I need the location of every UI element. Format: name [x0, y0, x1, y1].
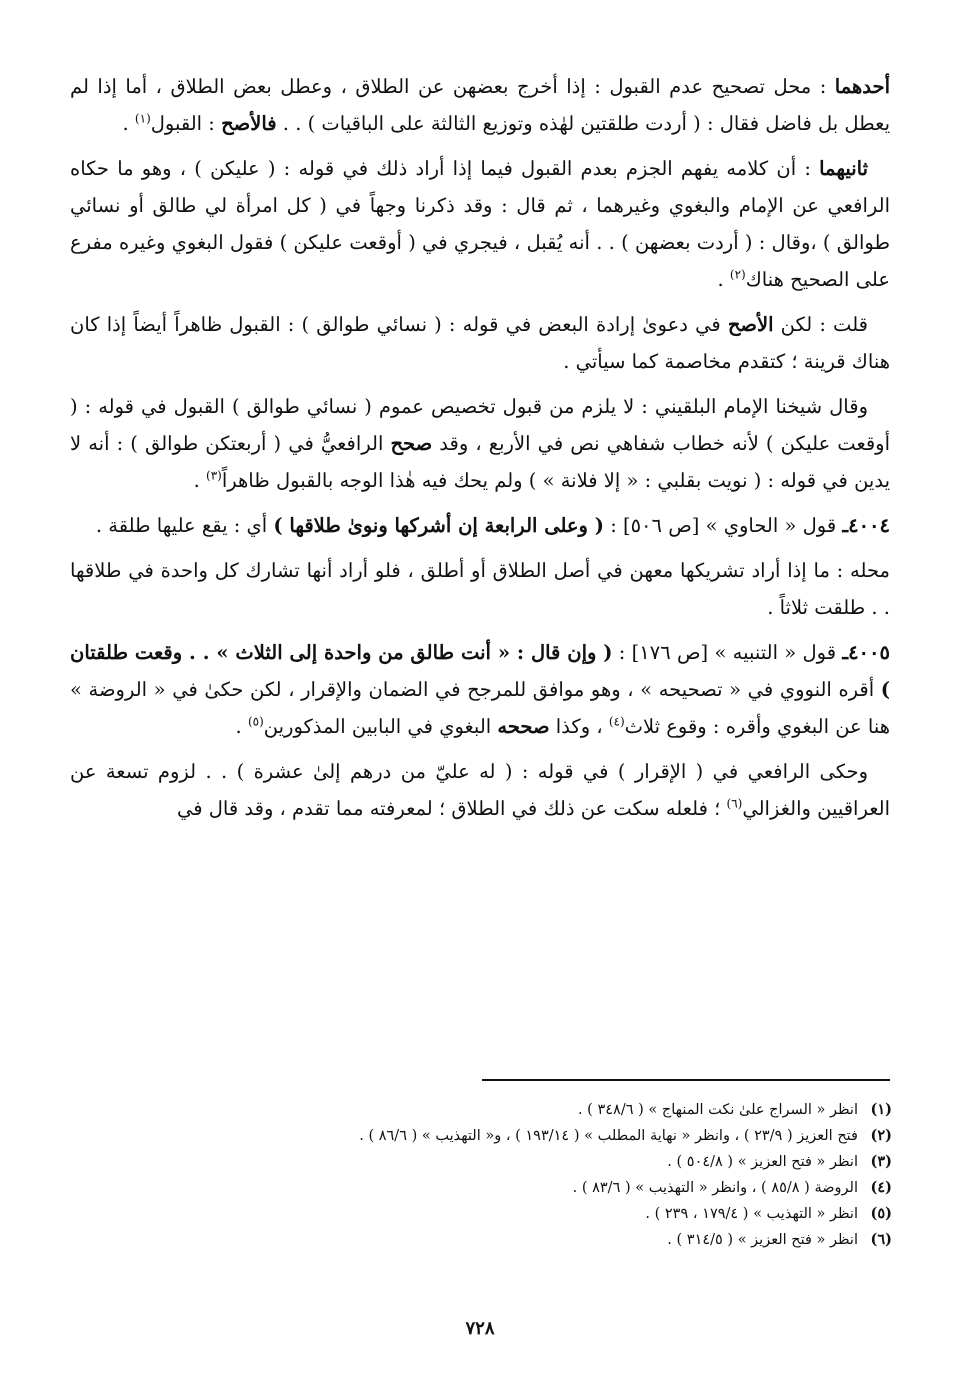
paragraph-7-tail: . — [235, 715, 248, 738]
entry-number-4004: ٤٠٠٤ـ — [842, 514, 890, 537]
paragraph-4-lead: صحح — [390, 432, 433, 455]
footnote-2 — [72, 1123, 892, 1149]
paragraph-4-text2: الرافعيُّ في ( أربعتكن طوالق ) : أنه لا يدين في قوله : ( نويت بقلبي : « إلا فلانة » ) ولم يحك فيه هٰذا الوجه بالقبول ظاهراً — [70, 432, 890, 492]
paragraph-5-text2: أي : يقع عليها طلقة . — [95, 514, 274, 537]
footnote-number: (٤) — [870, 1179, 892, 1196]
main-text — [70, 68, 890, 835]
footnote-ref-1[interactable]: (١) — [134, 111, 151, 126]
paragraph-5-text: قول « الحاوي » [ص ٥٠٦] : — [604, 514, 843, 537]
footnote-number: (٦) — [870, 1231, 892, 1248]
footnote-text: انظر « فتح العزيز » ( ٣١٤/٥ ) . — [667, 1232, 858, 1248]
footnote-5 — [72, 1201, 892, 1227]
paragraph-4-text: وقال شيخنا الإمام البلقيني : لا يلزم من قبول تخصيص عموم ( نسائي طوالق ) القبول في قوله : ( أوقعت عليكن ) لأنه خطاب شفاهي نص في الأربع ، وقد — [70, 395, 891, 455]
footnote-6 — [72, 1227, 892, 1253]
footnote-3 — [72, 1149, 892, 1175]
paragraph-7-text: قول « التنبيه » [ص ١٧٦] : — [612, 641, 843, 664]
footnote-ref-5[interactable]: (٥) — [247, 714, 264, 729]
paragraph-3-lead: الأصح — [727, 313, 774, 336]
paragraph-7-lead: ( وإن قال : « أنت طالق من واحدة إلى الثلاث » . . وقعت طلقتان ) — [70, 641, 890, 701]
paragraph-3 — [70, 306, 890, 380]
paragraph-2-text: : أن كلامه يفهم الجزم بعدم القبول فيما إذا أراد ذلك في قوله : ( عليكن ) ، وهو ما حكاه الرافعي عن الإمام والبغوي وغيرهما ، ثم قال : وقد ذكرنا وجهاً في ( كل امرأة لي طالق أو نسائي طوالق ) ،وقال : ( أردت بعضهن ) . . أنه يُقبل ، فيجري في ( أوقعت عليكن ) فقول البغوي وغيره مفرع على الصحيح هناك — [70, 157, 890, 291]
paragraph-4-tail: . — [193, 469, 206, 492]
paragraph-1-lead2: فالأصح — [221, 112, 277, 135]
paragraph-7 — [70, 634, 890, 745]
paragraph-3-text: قلت : لكن — [773, 313, 868, 336]
footnote-number: (٥) — [870, 1205, 892, 1222]
paragraph-1-text2: : القبول — [150, 112, 222, 135]
paragraph-7-text3: ، وكذا — [549, 715, 609, 738]
footnote-4 — [72, 1175, 892, 1201]
footnote-text: انظر « التهذيب » ( ١٧٩/٤ ، ٢٣٩ ) . — [645, 1206, 858, 1222]
paragraph-1 — [70, 68, 890, 142]
footnote-text: انظر « السراج علىٰ نكت المنهاج » ( ٣٤٨/٦ ) . — [577, 1102, 858, 1118]
footnote-text: الروضة ( ٨٥/٨ ) ، وانظر « التهذيب » ( ٨٣/٦ ) . — [572, 1180, 858, 1196]
footnote-text: فتح العزيز ( ٢٣/٩ ) ، وانظر « نهاية المطلب » ( ١٩٣/١٤ ) ، و« التهذيب » ( ٨٦/٦ ) . — [359, 1128, 858, 1144]
paragraph-4 — [70, 388, 890, 499]
footnote-number: (٢) — [870, 1127, 892, 1144]
paragraph-2-lead: ثانيهما — [819, 157, 868, 180]
paragraph-1-tail: . — [122, 112, 135, 135]
footnote-number: (٣) — [870, 1153, 892, 1170]
footnote-ref-6[interactable]: (٦) — [726, 796, 743, 811]
paragraph-5 — [70, 507, 890, 544]
paragraph-7-lead3: صححه — [497, 715, 550, 738]
paragraph-6 — [70, 552, 890, 626]
paragraph-2-tail: . — [717, 268, 730, 291]
paragraph-2 — [70, 150, 890, 298]
footnote-number: (١) — [870, 1101, 892, 1118]
paragraph-7-text4: البغوي في البابين المذكورين — [263, 715, 498, 738]
footnote-ref-2[interactable]: (٢) — [729, 267, 746, 282]
footnote-separator — [482, 1079, 890, 1081]
footnote-ref-4[interactable]: (٤) — [608, 714, 625, 729]
paragraph-8-text2: ؛ فلعله سكت عن ذلك في الطلاق ؛ لمعرفته مما تقدم ، وقد قال في — [176, 797, 727, 820]
paragraph-8-text: وحكى الرافعي في ( الإقرار ) في قوله : ( له عليّ من درهم إلىٰ عشرة ) . . لزوم تسعة عن العراقيين والغزالي — [70, 760, 890, 820]
paragraph-1-text: : محل تصحيح عدم القبول : إذا أخرج بعضهن عن الطلاق ، وعطل بعض الطلاق ، أما إذا لم يعطل بل فاضل فقال : ( أردت طلقتين لهٰذه وتوزيع الثالثة على الباقيات ) . . — [70, 75, 890, 135]
footnote-1 — [72, 1097, 892, 1123]
paragraph-6-text: محله : ما إذا أراد تشريكها معهن في أصل الطلاق أو أطلق ، فلو أراد أنها تشارك كل واحدة في طلاقها . . طلقت ثلاثاً . — [70, 559, 890, 619]
footnote-text: انظر « فتح العزيز » ( ٥٠٤/٨ ) . — [667, 1154, 858, 1170]
footnote-ref-3[interactable]: (٣) — [206, 468, 222, 483]
entry-number-4005: ٤٠٠٥ـ — [842, 641, 890, 664]
paragraph-5-lead: ( وعلى الرابعة إن أشركها ونوىٰ طلاقها ) — [273, 514, 604, 537]
page-number: ٧٢٨ — [465, 1318, 495, 1339]
footnotes — [72, 1097, 892, 1253]
paragraph-1-lead: أحدهما — [834, 75, 890, 98]
paragraph-7-text2: أقره النووي في « تصحيحه » ، وهو موافق للمرجح في الضمان والإقرار ، لكن حكىٰ في « الروضة » هنا عن البغوي وأقره : وقوع ثلاث — [70, 678, 890, 738]
paragraph-3-text2: في دعوىٰ إرادة البعض في قوله : ( نسائي طوالق ) : القبول ظاهراً أيضاً إذا كان هناك قرينة ؛ كتقدم مخاصمة كما سيأتي . — [70, 313, 890, 373]
paragraph-8 — [70, 753, 890, 827]
